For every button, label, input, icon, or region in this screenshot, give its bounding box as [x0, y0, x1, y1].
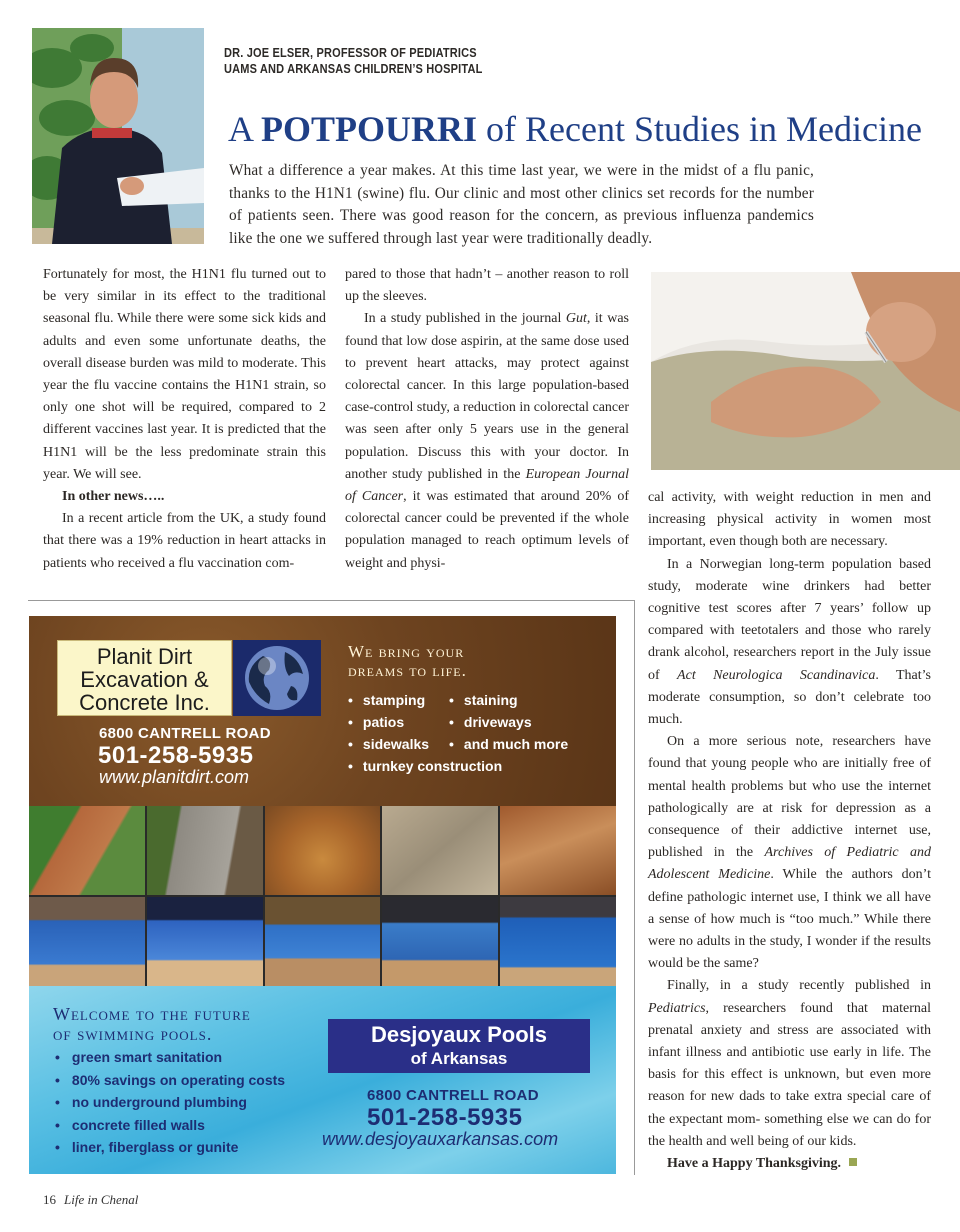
- ad-slogan: [348, 642, 467, 680]
- ad-company-line-2: Excavation &: [80, 667, 209, 692]
- ad-pools-heading-line-1: Welcome to the future: [53, 1004, 251, 1024]
- ad-photo-stone-floor: [382, 806, 498, 895]
- ad-phone: 501-258-5935: [98, 742, 254, 769]
- article-column-2: [345, 264, 629, 575]
- ad-photo-gray-path: [147, 806, 263, 895]
- ad-photo-pool-2: [147, 897, 263, 986]
- ad-company-line-1: Planit Dirt: [96, 644, 193, 669]
- col2-p2-b: , it was found that low dose aspirin, at the same dose used to prevent heart attacks, may protect against colorectal cancer. In this large population-based case-control study, a reduction in colorectal cancer was seen after only 5 years use in the general population. Discuss this with your doctor. In another study published in the: [345, 311, 630, 482]
- ad-photo-pool-1: [29, 897, 145, 986]
- ad-service-item: • patios: [348, 711, 502, 733]
- headline-pre: A: [228, 109, 262, 149]
- col3-p2-journal: Act Neurologica Scandinavica: [677, 667, 876, 683]
- ad-photo-grid: [29, 806, 616, 986]
- col1-subhead-text: In other news…..: [62, 489, 165, 505]
- col3-p4-journal: Pediatrics: [648, 1000, 706, 1016]
- col2-paragraph-2: [345, 308, 629, 574]
- ad-service-item: • driveways: [449, 711, 568, 733]
- col3-paragraph-3: [648, 731, 931, 975]
- ad-service-item: • sidewalks: [348, 733, 502, 755]
- ad-photo-pool-3: [265, 897, 381, 986]
- col3-p3-b: . While the authors don’t define pathologic internet use, I think we all have a sense of how much is “too much.” While there were no adults in the study, I wonder if the results would be the same?: [648, 867, 931, 972]
- col3-p4-a: Finally, in a study recently published in: [667, 978, 931, 994]
- globe-icon: [233, 640, 321, 716]
- globe-icon-image: [233, 640, 321, 716]
- ad-slogan-line-1: We bring your: [348, 642, 465, 661]
- ad-services-list-b: [449, 689, 568, 755]
- headline-strong: POTPOURRI: [261, 109, 478, 149]
- ad-pools-brand-line-1: Desjoyaux Pools: [370, 1022, 548, 1047]
- col1-paragraph-3: In a recent article from the UK, a study found that there was a 19% reduction in heart attacks in patients who received a flu vaccination com-: [43, 511, 326, 571]
- ad-photo-pool-4: [382, 897, 498, 986]
- thermometer-photo-image: [651, 272, 960, 470]
- col3-p4-b: , researchers found that maternal prenatal anxiety and stress are associated with infant illness and antibiotic use early in life. The basis for this effect is unknown, but even more reason for new dads to take extra special care of the expectant mom- something else we can do for the health and well being of our kids.: [648, 1000, 931, 1149]
- col3-paragraph-1: cal activity, with weight reduction in men and increasing physical activity in women most important, even though both are necessary.: [648, 490, 931, 550]
- col3-closing-text: Have a Happy Thanksgiving.: [667, 1156, 842, 1172]
- author-photo-image: [32, 28, 204, 244]
- ad-pools-website[interactable]: www.desjoyauxarkansas.com: [322, 1129, 559, 1149]
- article-column-1: [43, 264, 326, 575]
- ad-pool-feature-item: • concrete filled walls: [55, 1114, 285, 1137]
- ad-service-item: • and much more: [449, 733, 568, 755]
- thermometer-photo: [651, 272, 960, 470]
- ad-pools-brand: [328, 1019, 590, 1073]
- col2-p2-c: , it was estimated that around 20% of colorectal cancer could be prevented if the whole population managed to reach optimum levels of weight and physi-: [345, 489, 629, 571]
- col3-closing: [648, 1153, 931, 1175]
- col1-paragraph-1: Fortunately for most, the H1N1 flu turned out to be very similar in its effect to the traditional seasonal flu. While there were some sick kids and adults and even some unfortunate deaths, the overall disease burden was mild to moderate. This year the flu vaccine contains the H1N1 strain, so only one shot will be required, compared to 2 different vaccines last year. It is predicted that the H1N1 will be the less predominate strain this year. We will see.: [43, 267, 326, 482]
- ad-photo-stained-driveway: [500, 806, 616, 895]
- ad-pool-feature-item: • green smart sanitation: [55, 1046, 285, 1069]
- ad-company-line-3: Concrete Inc.: [79, 690, 210, 715]
- author-photo: [32, 28, 204, 244]
- col1-subhead: [43, 486, 326, 508]
- col3-p2-b: . That’s moderate consumption, so don’t celebrate too much.: [648, 667, 931, 728]
- byline-name: DR. JOE ELSER, PROFESSOR OF PEDIATRICS: [224, 46, 477, 60]
- ad-pools-phone: 501-258-5935: [367, 1104, 523, 1131]
- ad-pools-address: 6800 CANTRELL ROAD: [367, 1087, 539, 1104]
- headline-post: of Recent Studies in Medicine: [477, 109, 922, 149]
- ad-pools-heading-line-2: of swimming pools.: [53, 1024, 213, 1044]
- col3-p3-a: On a more serious note, researchers have found that young people who are initially free of mental health problems but who use the internet pathologically are at risk for depression as a consequence of their addictive internet use, published in the: [648, 734, 931, 861]
- publication-name: Life in Chenal: [64, 1192, 139, 1207]
- ad-pools-heading: [53, 1004, 251, 1044]
- col3-p3-journal: Archives of Pediatric and Adolescent Medicine: [648, 845, 932, 883]
- ad-service-item: • turnkey construction: [348, 755, 502, 777]
- byline: [224, 45, 483, 77]
- ad-pools-brand-line-2: of Arkansas: [410, 1049, 508, 1068]
- col2-p2-journal-2: European Journal of Cancer: [345, 466, 629, 505]
- ad-photo-stained-patio: [265, 806, 381, 895]
- col2-p2-journal: Gut: [565, 311, 587, 327]
- article-headline: [228, 108, 922, 150]
- ad-company-logo: [57, 640, 232, 716]
- end-mark-icon: [849, 1158, 857, 1166]
- ad-pool-feature-item: • 80% savings on operating costs: [55, 1069, 285, 1092]
- ad-pool-features-list: [55, 1046, 285, 1159]
- ad-pool-feature-item: • liner, fiberglass or gunite: [55, 1136, 285, 1159]
- byline-affiliation: UAMS AND ARKANSAS CHILDREN’S HOSPITAL: [224, 62, 483, 76]
- page-number: 16: [43, 1192, 56, 1207]
- ad-service-item: • staining: [449, 689, 568, 711]
- ad-photo-stamped-walkway: [29, 806, 145, 895]
- col2-paragraph-1: pared to those that hadn’t – another reason to roll up the sleeves.: [345, 267, 629, 305]
- ad-photo-pool-5: [500, 897, 616, 986]
- ad-address: 6800 CANTRELL ROAD: [99, 725, 271, 742]
- col3-p2-a: In a Norwegian long-term population based study, moderate wine drinkers had better cognitive test scores after 7 years’ follow up compared with teetotalers and those who rarely drank alcohol, researchers report in the July issue of: [648, 556, 931, 683]
- ad-website[interactable]: www.planitdirt.com: [99, 767, 250, 787]
- page-footer: [43, 1192, 138, 1208]
- ad-service-item: • stamping: [348, 689, 502, 711]
- col3-paragraph-4: [648, 975, 931, 1153]
- article-column-3: [648, 487, 931, 1175]
- col3-paragraph-2: [648, 554, 931, 732]
- article-intro: What a difference a year makes. At this time last year, we were in the midst of a flu panic, thanks to the H1N1 (swine) flu. Our clinic and most other clinics set records for the number of patients seen. There was good reason for the concern, as previous influenza pandemics like the one we suffered through last year were traditionally deadly.: [229, 162, 814, 247]
- ad-pool-feature-item: • no underground plumbing: [55, 1091, 285, 1114]
- ad-slogan-line-2: dreams to life.: [348, 661, 467, 680]
- col2-p2-a: In a study published in the journal: [364, 311, 566, 327]
